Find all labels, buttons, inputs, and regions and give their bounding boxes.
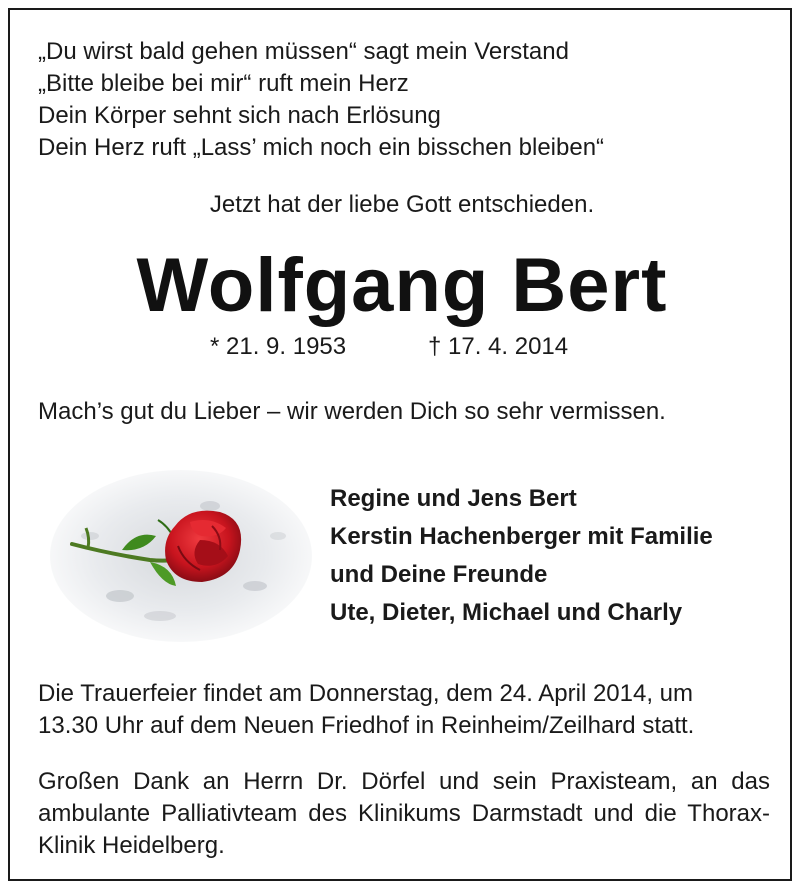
obituary-frame — [8, 8, 792, 881]
farewell-text: Mach’s gut du Lieber – wir werden Dich so sehr vermissen. — [38, 398, 666, 425]
funeral-details — [38, 678, 770, 742]
funeral-details-line: Die Trauerfeier findet am Donnerstag, dem 24. April 2014, um — [38, 680, 694, 707]
mourner-line: Ute, Dieter, Michael und Charly — [330, 599, 683, 626]
intro-text: Jetzt hat der liebe Gott entschieden. — [209, 191, 595, 218]
mourners-list — [330, 480, 713, 632]
poem-line: Dein Körper sehnt sich nach Erlösung — [38, 102, 441, 129]
birth-date: * 21. 9. 1953 — [210, 333, 347, 360]
mourner-line: Kerstin Hachenberger mit Familie — [330, 523, 713, 550]
poem-line: „Bitte bleibe bei mir“ ruft mein Herz — [38, 70, 409, 97]
mourner-line: Regine und Jens Bert — [330, 485, 577, 512]
thanks-text: Großen Dank an Herrn Dr. Dörfel und sein Praxisteam, an das ambulante Palliativteam des Klinikums Darmstadt und die Thorax-Klinik Heidelberg. — [38, 768, 770, 859]
death-date: † 17. 4. 2014 — [428, 333, 569, 360]
deceased-name: Wolfgang Bert — [136, 243, 668, 328]
poem — [38, 36, 604, 164]
poem-line: „Du wirst bald gehen müssen“ sagt mein Verstand — [38, 38, 569, 65]
red-rose-image — [50, 466, 312, 644]
poem-line: Dein Herz ruft „Lass’ mich noch ein bisschen bleiben“ — [38, 134, 605, 161]
mourner-line: und Deine Freunde — [330, 561, 548, 588]
funeral-details-line: 13.30 Uhr auf dem Neuen Friedhof in Reinheim/Zeilhard statt. — [38, 712, 695, 739]
